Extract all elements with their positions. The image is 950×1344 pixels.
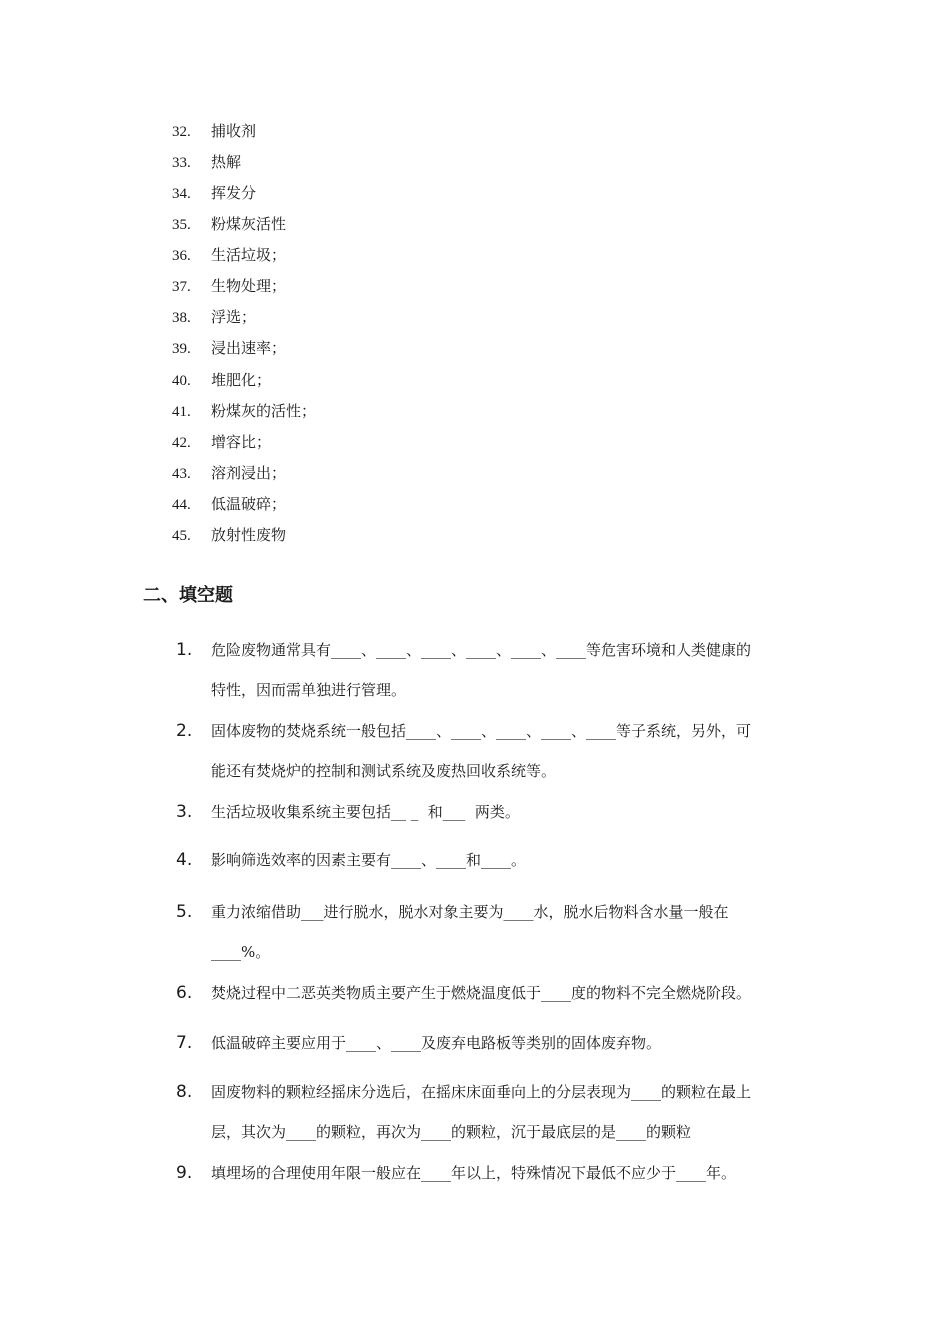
question-number: 9.	[176, 1163, 193, 1183]
term-number: 37.	[172, 279, 191, 296]
term-number: 40.	[172, 372, 191, 389]
term-item	[172, 241, 316, 272]
term-item	[172, 428, 316, 459]
term-text: 浸出速率；	[211, 339, 287, 358]
term-item	[172, 148, 316, 179]
question-item	[176, 1163, 816, 1193]
term-item	[172, 179, 316, 210]
question-item	[176, 983, 816, 1013]
question-item	[176, 640, 816, 710]
term-number: 32.	[172, 124, 191, 140]
question-number: 1.	[176, 640, 193, 660]
question-text	[211, 630, 816, 710]
question-number: 8.	[176, 1082, 193, 1102]
term-item	[172, 366, 316, 397]
term-number: 38.	[172, 310, 191, 327]
term-item	[172, 459, 316, 490]
question-number: 5.	[176, 902, 193, 922]
term-text: 挥发分	[211, 184, 257, 203]
term-number: 36.	[172, 248, 191, 265]
term-item	[172, 272, 316, 303]
term-text: 低温破碎；	[211, 494, 287, 513]
question-text	[211, 711, 816, 791]
question-item	[176, 1033, 816, 1063]
term-item	[172, 490, 316, 521]
question-line: 能还有焚烧炉的控制和测试系统及废热回收系统等。	[211, 762, 557, 780]
term-number: 42.	[172, 434, 191, 451]
term-item	[172, 117, 316, 148]
question-number: 3.	[176, 802, 193, 822]
question-item	[176, 850, 816, 880]
term-text: 粉煤灰活性	[211, 215, 287, 234]
term-text: 生物处理；	[211, 277, 287, 296]
term-text: 捕收剂	[211, 122, 257, 140]
question-line: 焚烧过程中二恶英类物质主要产生于燃烧温度低于____度的物料不完全燃烧阶段。	[211, 984, 752, 1002]
question-text	[211, 973, 816, 1013]
question-item	[176, 721, 816, 791]
question-line: 特性，因而需单独进行管理。	[211, 681, 407, 699]
term-text: 溶剂浸出；	[211, 463, 287, 482]
term-text: 生活垃圾；	[211, 246, 287, 265]
term-item	[172, 303, 316, 334]
question-line: 固废物料的颗粒经摇床分选后，在摇床床面垂向上的分层表现为____的颗粒在最上	[211, 1083, 752, 1101]
term-number: 43.	[172, 465, 191, 482]
question-line: 影响筛选效率的因素主要有____、____和____。	[211, 851, 527, 869]
question-item	[176, 802, 816, 832]
question-line: 生活垃圾收集系统主要包括__ _ 和___ 两类。	[211, 803, 520, 821]
question-item	[176, 1082, 816, 1152]
term-item	[172, 334, 316, 365]
term-item	[172, 210, 316, 241]
question-number: 4.	[176, 850, 193, 870]
term-number: 39.	[172, 341, 191, 358]
term-item	[172, 521, 316, 552]
question-line: 低温破碎主要应用于____、____及废弃电路板等类别的固体废弃物。	[211, 1034, 662, 1052]
question-text	[211, 840, 816, 880]
question-text	[211, 1023, 816, 1063]
term-text: 粉煤灰的活性；	[211, 401, 317, 420]
question-text	[211, 1072, 816, 1152]
question-text	[211, 1153, 816, 1193]
term-text: 堆肥化；	[211, 370, 272, 389]
term-number: 35.	[172, 217, 191, 234]
term-text: 浮选；	[211, 308, 257, 327]
term-number: 34.	[172, 186, 191, 203]
term-number: 41.	[172, 403, 191, 420]
question-text	[211, 892, 816, 972]
term-text: 热解	[211, 153, 242, 172]
question-line: ____%。	[211, 943, 271, 961]
term-number: 33.	[172, 155, 191, 172]
question-number: 2.	[176, 721, 193, 741]
question-number: 7.	[176, 1033, 193, 1053]
term-number: 44.	[172, 496, 191, 513]
question-line: 固体废物的焚烧系统一般包括____、____、____、____、____等子系统，另外，可	[211, 722, 752, 740]
section-title: 二、填空题	[143, 585, 233, 606]
term-text: 增容比；	[211, 432, 272, 451]
term-number: 45.	[172, 527, 191, 544]
question-line: 层，其次为____的颗粒，再次为____的颗粒，沉于最底层的是____的颗粒	[211, 1123, 692, 1141]
term-item	[172, 397, 316, 428]
question-text	[211, 792, 816, 832]
question-line: 填埋场的合理使用年限一般应在____年以上，特殊情况下最低不应少于____年。	[211, 1164, 737, 1182]
term-text: 放射性废物	[211, 525, 287, 544]
term-list	[172, 117, 316, 552]
question-line: 重力浓缩借助___进行脱水，脱水对象主要为____水，脱水后物料含水量一般在	[211, 903, 729, 921]
question-number: 6.	[176, 983, 193, 1003]
question-item	[176, 902, 816, 972]
question-line: 危险废物通常具有____、____、____、____、____、____等危害环境和人类健康的	[211, 641, 752, 659]
